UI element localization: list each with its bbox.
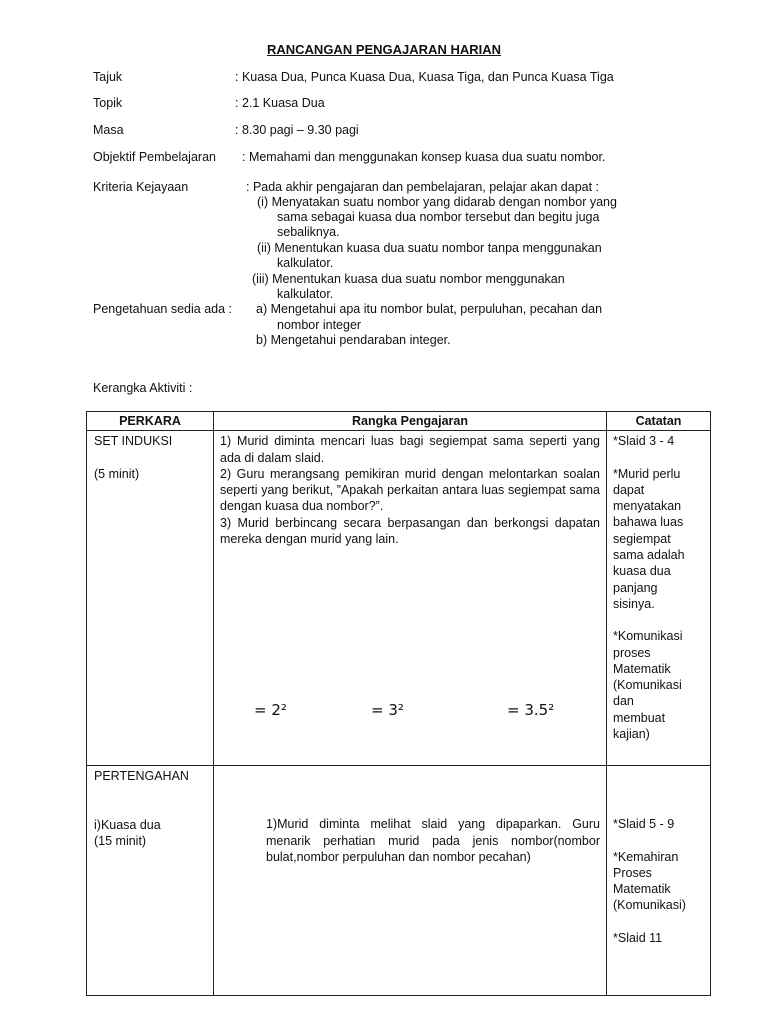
header-perkara: PERKARA [87, 412, 214, 431]
field-label: Objektif Pembelajaran [93, 150, 216, 164]
formula-3-5-squared: = 3.5² [507, 701, 555, 720]
kriteria-item: sama sebagai kuasa dua nombor tersebut dan begitu juga [277, 210, 600, 224]
header-rangka: Rangka Pengajaran [214, 412, 607, 431]
catatan-line: Matematik [613, 882, 671, 897]
catatan-line: segiempat [613, 531, 671, 546]
catatan-line: panjang [613, 580, 658, 595]
activity-table [86, 411, 711, 996]
pengetahuan-item: a) Mengetahui apa itu nombor bulat, perpuluhan, pecahan dan [256, 302, 603, 316]
field-value: : 2.1 Kuasa Dua [235, 96, 325, 110]
cell-rangka [214, 766, 607, 996]
catatan-line: *Komunikasi [613, 629, 683, 644]
kriteria-item: sebaliknya. [277, 225, 340, 239]
catatan-line: *Slaid 3 - 4 [613, 434, 675, 449]
perkara-subtopic: i)Kuasa dua [94, 817, 161, 832]
cell-perkara [87, 431, 214, 766]
rangka-step: 3) Murid berbincang secara berpasangan dan berkongsi dapatan mereka dengan murid yang lain. [220, 515, 600, 547]
kriteria-item: kalkulator. [277, 287, 334, 301]
perkara-title: SET INDUKSI [94, 434, 173, 449]
kriteria-item: kalkulator. [277, 256, 334, 270]
pengetahuan-label: Pengetahuan sedia ada : [93, 302, 233, 316]
catatan-line: *Kemahiran [613, 849, 679, 864]
pengetahuan-item: nombor integer [277, 318, 362, 332]
cell-perkara [87, 766, 214, 996]
field-label: Masa [93, 123, 124, 137]
catatan-line: membuat [613, 710, 666, 725]
catatan-line: Proses [613, 865, 652, 880]
catatan-line: bahawa luas [613, 515, 684, 530]
catatan-line: dan [613, 694, 634, 709]
field-value: : Kuasa Dua, Punca Kuasa Dua, Kuasa Tiga, dan Punca Kuasa Tiga [235, 70, 614, 84]
cell-rangka [214, 431, 607, 766]
catatan-line: *Slaid 11 [613, 930, 663, 945]
catatan-line: menyatakan [613, 499, 682, 514]
perkara-duration: (15 minit) [94, 833, 147, 848]
kriteria-item: (i) Menyatakan suatu nombor yang didarab dengan nombor yang [257, 195, 617, 209]
catatan-line: sisinya. [613, 596, 655, 611]
table-header-row [87, 412, 711, 431]
cell-catatan [607, 431, 711, 766]
rangka-step: 1)Murid diminta melihat slaid yang dipaparkan. Guru menarik perhatian murid pada jenis nombor(nombor bulat,nombor perpuluhan dan nombor pecahan) [266, 817, 600, 864]
table-row-pertengahan [87, 766, 711, 996]
cell-catatan [607, 766, 711, 996]
field-value: : 8.30 pagi – 9.30 pagi [235, 123, 359, 137]
kriteria-item: (ii) Menentukan kuasa dua suatu nombor tanpa menggunakan [257, 241, 602, 255]
document-title: RANCANGAN PENGAJARAN HARIAN [266, 42, 501, 57]
table-row-set-induksi [87, 431, 711, 766]
catatan-line: *Slaid 5 - 9 [613, 817, 675, 832]
kriteria-item: (iii) Menentukan kuasa dua suatu nombor menggunakan [252, 272, 565, 286]
catatan-line: kajian) [613, 727, 650, 742]
rangka-step: 2) Guru merangsang pemikiran murid dengan melontarkan soalan seperti yang berikut, ”Apakah perkaitan antara luas segiempat sama dengan kuasa dua nombor?”. [220, 466, 600, 514]
pengetahuan-item: b) Mengetahui pendaraban integer. [256, 333, 451, 347]
catatan-line: *Murid perlu [613, 466, 681, 481]
field-label: Topik [93, 96, 123, 110]
catatan-line: kuasa dua [613, 564, 671, 579]
catatan-line: Matematik [613, 661, 671, 676]
rangka-step: 1) Murid diminta mencari luas bagi segiempat sama seperti yang ada di dalam slaid. [220, 434, 600, 465]
perkara-title: PERTENGAHAN [94, 769, 189, 784]
kriteria-label: Kriteria Kejayaan [93, 180, 189, 194]
header-catatan: Catatan [607, 412, 711, 431]
catatan-line: (Komunikasi [613, 678, 682, 693]
field-label: Tajuk [93, 70, 123, 84]
catatan-line: dapat [613, 482, 645, 497]
catatan-line: proses [613, 645, 651, 660]
formula-3-squared: = 3² [371, 701, 404, 720]
field-value: : Memahami dan menggunakan konsep kuasa dua suatu nombor. [242, 150, 606, 164]
kriteria-intro: : Pada akhir pengajaran dan pembelajaran, pelajar akan dapat : [246, 180, 600, 194]
kerangka-label: Kerangka Aktiviti : [93, 381, 193, 395]
catatan-line: (Komunikasi) [613, 898, 686, 913]
formula-2-squared: = 2² [254, 701, 287, 720]
perkara-duration: (5 minit) [94, 466, 140, 481]
catatan-line: sama adalah [613, 548, 685, 563]
